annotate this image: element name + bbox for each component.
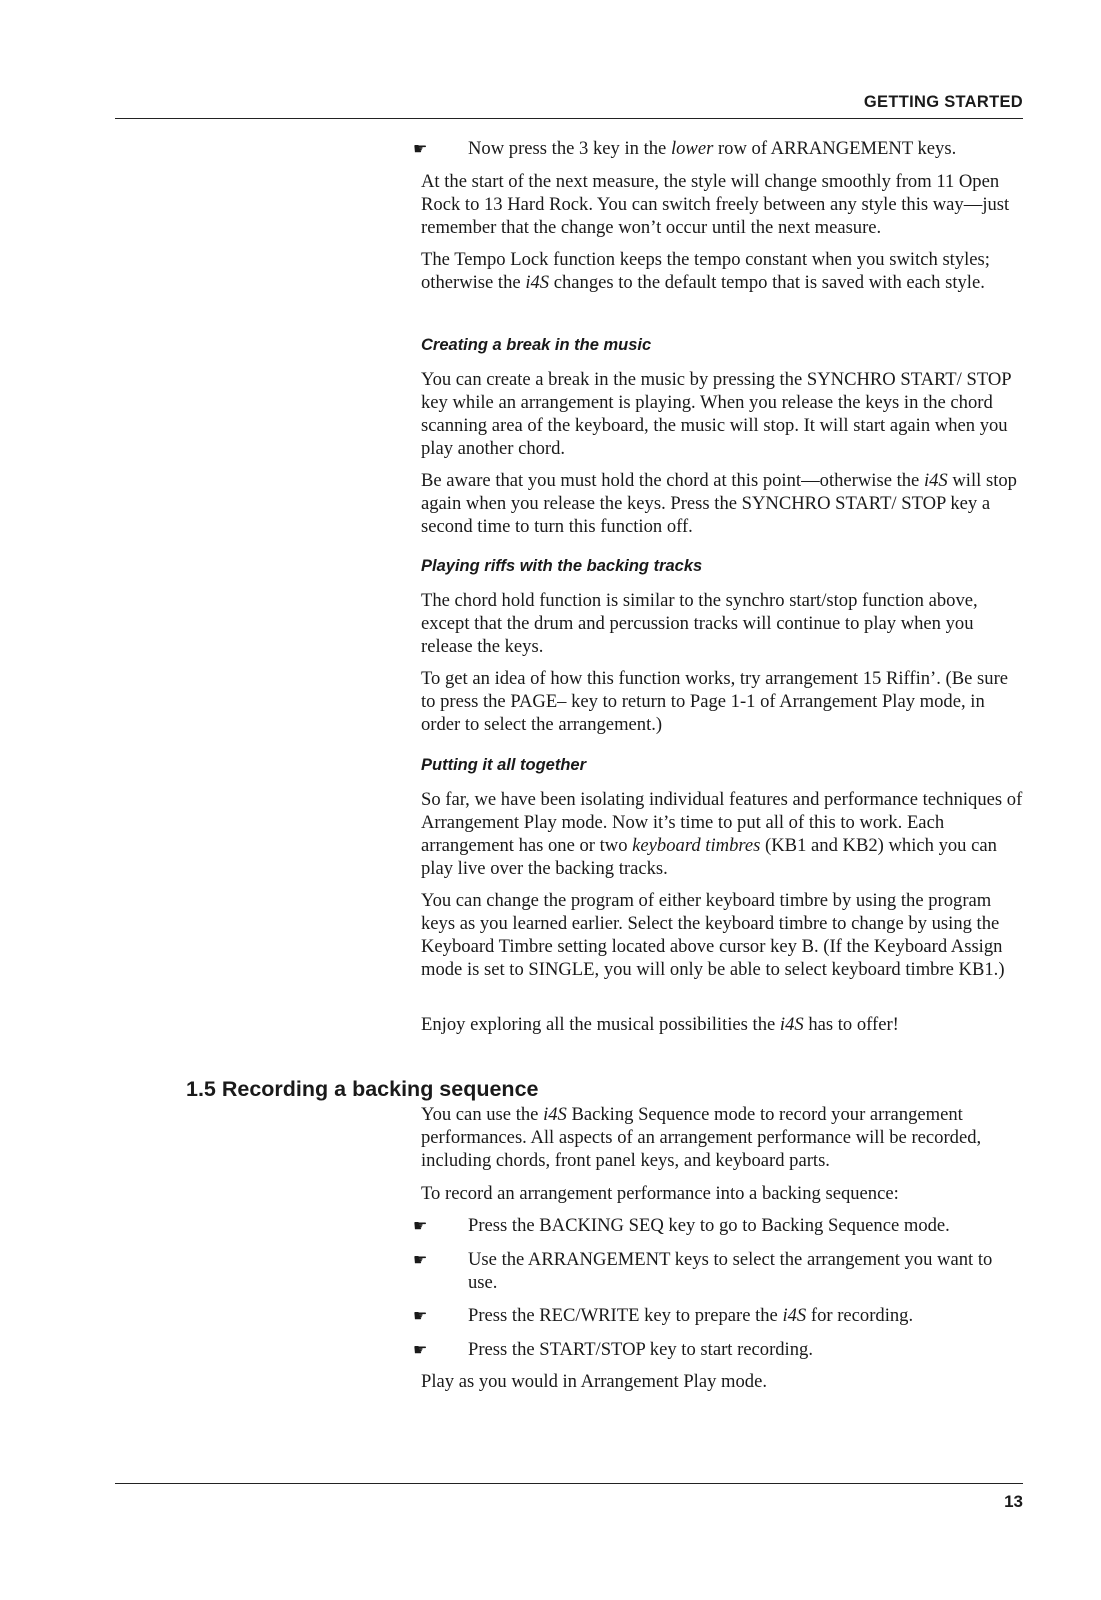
paragraph: Enjoy exploring all the musical possibilities the i4S has to offer! xyxy=(421,1014,899,1035)
step-item: ☛ Press the REC/WRITE key to prepare the i4S for recording. xyxy=(413,1305,914,1326)
pointing-hand-icon: ☛ xyxy=(413,1306,428,1325)
subheading: Playing riffs with the backing tracks xyxy=(421,557,703,575)
subheading: Putting it all together xyxy=(421,756,586,774)
paragraph: Be aware that you must hold the chord at this point—otherwise the i4S will stop again when you release the keys. Press the SYNCHRO START/ STOP key a second time to turn this function off. xyxy=(421,470,1017,537)
header-rule xyxy=(115,118,1023,119)
subheading: Creating a break in the music xyxy=(421,336,652,354)
running-head: GETTING STARTED xyxy=(863,93,1023,111)
section-heading: 1.5 Recording a backing sequence xyxy=(186,1077,539,1101)
pointing-hand-icon: ☛ xyxy=(413,1340,428,1359)
bullet-text: Now press the 3 key in the lower row of ARRANGEMENT keys. xyxy=(468,138,957,159)
paragraph: So far, we have been isolating individual features and performance techniques of Arrangement Play mode. Now it’s time to put all of this to work. Each arrangement has one or two keyboard timbres (KB1 and KB2) which you can play live over the backing tracks. xyxy=(421,789,1023,879)
paragraph: At the start of the next measure, the style will change smoothly from 11 Open Rock to 13 Hard Rock. You can switch freely between any style this way—just remember that the change won’t occur until the next measure. xyxy=(421,171,1010,238)
pointing-hand-icon: ☛ xyxy=(413,1216,428,1235)
paragraph: To get an idea of how this function works, try arrangement 15 Riffin’. (Be sure to press the PAGE– key to return to Page 1-1 of Arrangement Play mode, in order to select the arrangement.) xyxy=(421,668,1009,735)
paragraph: The chord hold function is similar to the synchro start/stop function above, except that the drum and percussion tracks will continue to play when you release the keys. xyxy=(421,590,978,657)
paragraph: Play as you would in Arrangement Play mode. xyxy=(421,1371,767,1392)
footer-rule xyxy=(115,1483,1023,1484)
step-item: ☛ Press the BACKING SEQ key to go to Backing Sequence mode. xyxy=(413,1215,950,1236)
paragraph: You can change the program of either keyboard timbre by using the program keys as you learned earlier. Select the keyboard timbre to change by using the Keyboard Timbre setting located above cursor key B. (If the Keyboard Assign mode is set to SINGLE, you will only be able to select keyboard timbre KB1.) xyxy=(421,890,1005,980)
paragraph: You can use the i4S Backing Sequence mode to record your arrangement performances. All aspects of an arrangement performance will be recorded, including chords, front panel keys, and keyboard parts. xyxy=(421,1104,982,1171)
step-item: ☛ Use the ARRANGEMENT keys to select the arrangement you want to use. xyxy=(413,1249,993,1293)
step-item: ☛ Press the START/STOP key to start recording. xyxy=(413,1339,813,1360)
pointing-hand-icon: ☛ xyxy=(413,1250,428,1269)
paragraph: To record an arrangement performance into a backing sequence: xyxy=(421,1183,899,1204)
paragraph: The Tempo Lock function keeps the tempo constant when you switch styles; otherwise the i4S changes to the default tempo that is saved with each style. xyxy=(421,249,990,293)
pointing-hand-icon: ☛ xyxy=(413,139,428,158)
paragraph: You can create a break in the music by pressing the SYNCHRO START/ STOP key while an arrangement is playing. When you release the keys in the chord scanning area of the keyboard, the music will stop. It will start again when you play another chord. xyxy=(421,369,1011,459)
bullet-item xyxy=(413,137,1023,160)
page-number: 13 xyxy=(1004,1492,1023,1511)
